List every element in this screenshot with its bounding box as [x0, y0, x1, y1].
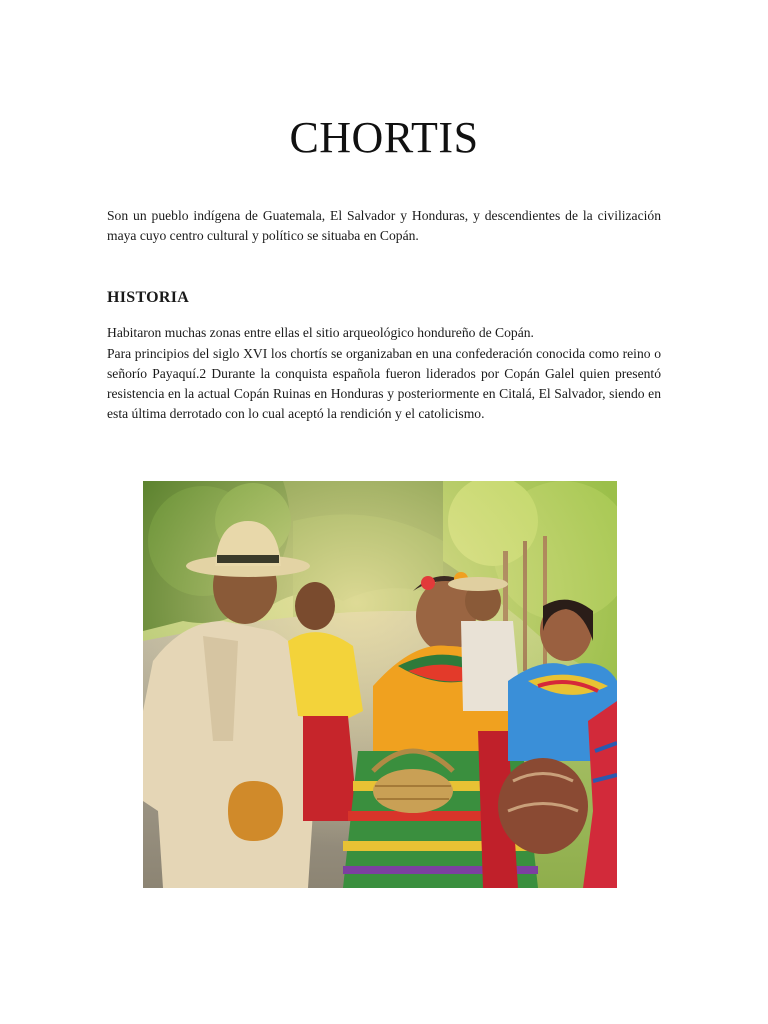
people-in-traditional-dress-photo [143, 481, 617, 888]
section-heading-historia: HISTORIA [107, 289, 190, 306]
historia-paragraph-2: Para principios del siglo XVI los chortís se organizaban en una confederación conocida como reino o señorío Payaquí.2 Durante la conquista española fueron liderados por Copán Galel quien presentó resistencia en la actual Copán Ruinas en Honduras y posteriormente en Citalá, El Salvador, siendo en esta última derrotado con lo cual aceptó la rendición y el catolicismo. [107, 346, 661, 421]
historia-paragraph-1: Habitaron muchas zonas entre ellas el sitio arqueológico hondureño de Copán. [107, 325, 534, 340]
page-title: CHORTIS [289, 113, 479, 162]
intro-paragraph: Son un pueblo indígena de Guatemala, El Salvador y Honduras, y descendientes de la civilización maya cuyo centro cultural y político se situaba en Copán. [107, 208, 661, 243]
